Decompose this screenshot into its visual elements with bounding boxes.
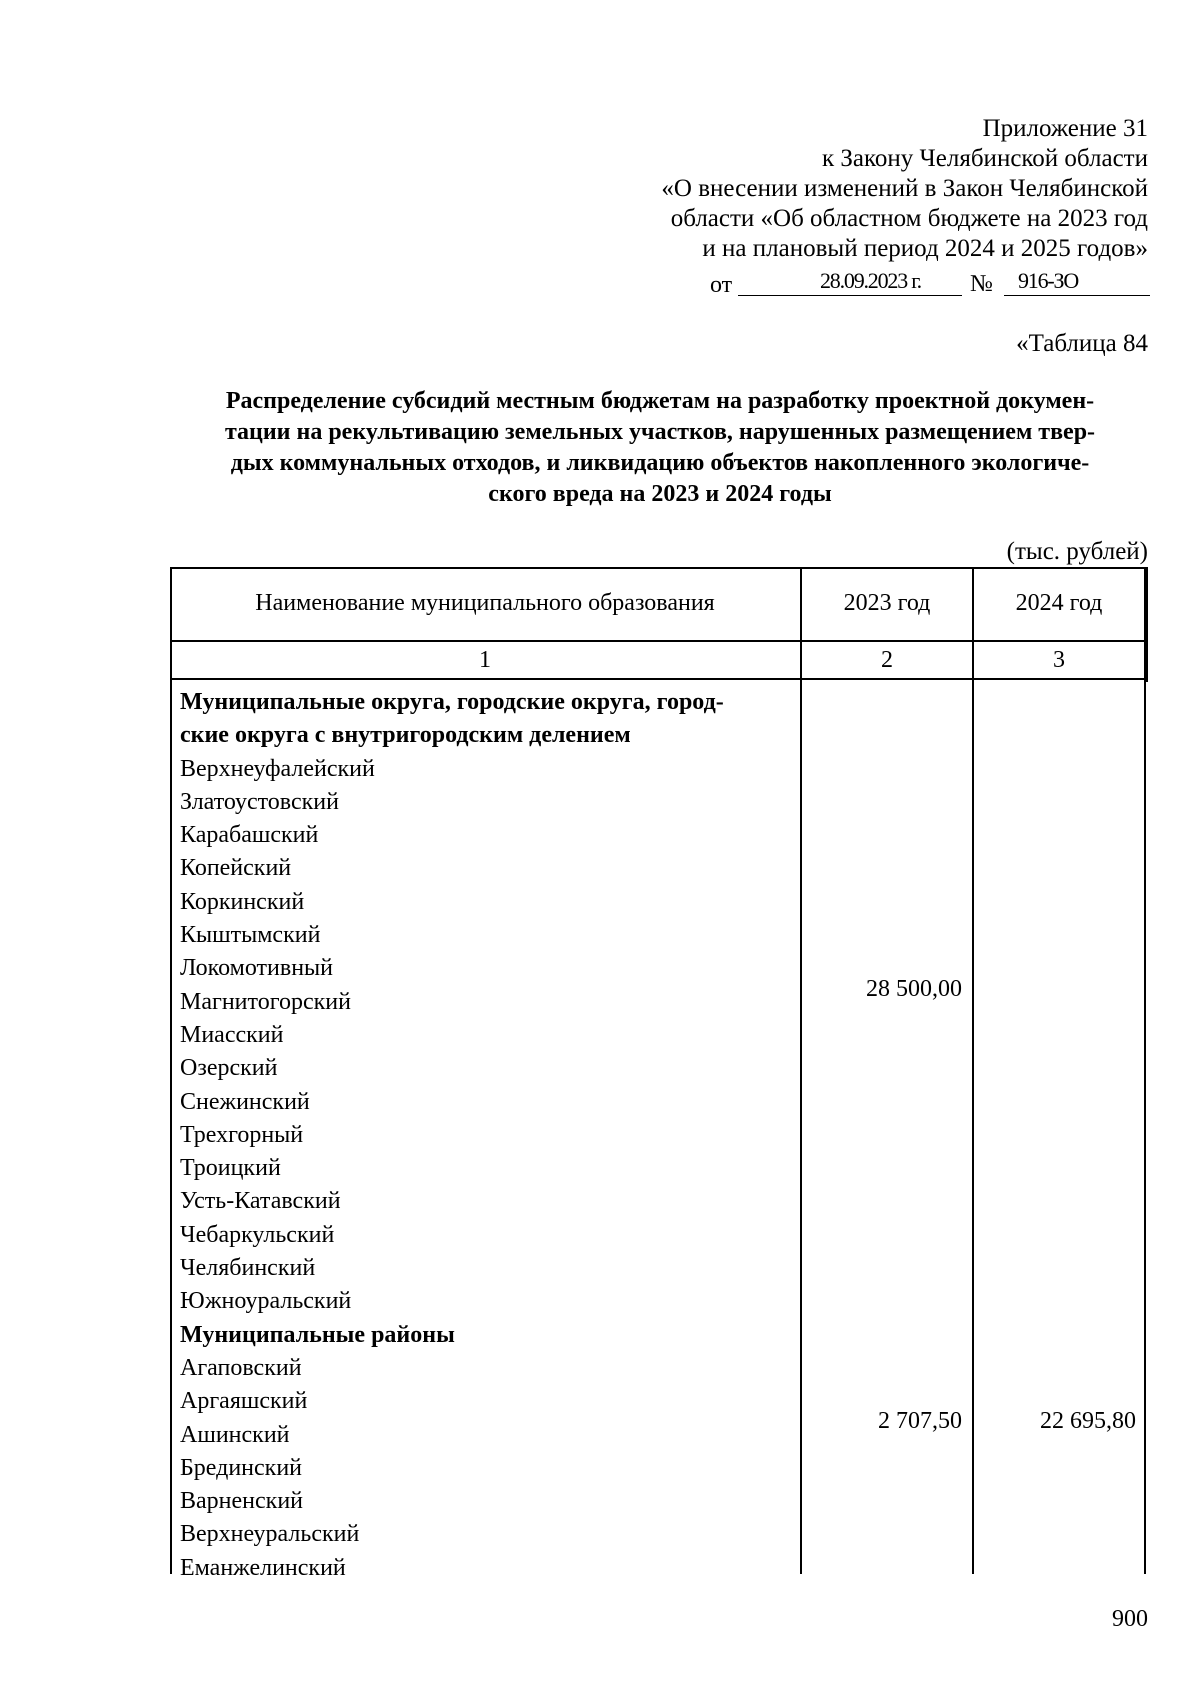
table-row: Ашинский — [180, 1421, 290, 1448]
table-right-border — [1144, 567, 1146, 1574]
table-row: Трехгорный — [180, 1121, 304, 1148]
value-rayony-2024: 22 695,80 — [1040, 1408, 1136, 1434]
table-row: Челябинский — [180, 1255, 316, 1282]
table-row: Усть-Катавский — [180, 1188, 341, 1215]
table-row: Коркинский — [180, 888, 305, 915]
table-row: Карабашский — [180, 822, 319, 849]
title-line: ского вреда на 2023 и 2024 годы — [488, 481, 832, 507]
table-row: Копейский — [180, 855, 292, 882]
table-row: Чебаркульский — [180, 1221, 335, 1248]
value-rayony-2023: 2 707,50 — [878, 1408, 962, 1434]
column-number-2: 2 — [881, 646, 893, 673]
table-row: Озерский — [180, 1055, 278, 1082]
subsidy-table — [170, 567, 1146, 1581]
title-line: тации на рекультивацию земельных участков, нарушенных размещением твер- — [224, 419, 1096, 445]
table-row: Верхнеуфалейский — [180, 755, 375, 782]
signature-line — [710, 268, 1150, 298]
title-line: дых коммунальных отходов, и ликвидацию объектов накопленного экологиче- — [230, 450, 1090, 476]
document-title — [180, 386, 1140, 510]
column-number-1: 1 — [479, 646, 491, 673]
table-row: Троицкий — [180, 1155, 281, 1182]
title-line: Распределение субсидий местным бюджетам на разработку проектной докумен- — [225, 388, 1095, 414]
appendix-line: области «Об областном бюджете на 2023 год — [670, 205, 1148, 232]
municipality-list — [180, 686, 800, 1585]
page-number: 900 — [1112, 1606, 1148, 1632]
table-row: Брединский — [180, 1454, 303, 1481]
appendix-line: и на плановый период 2024 и 2025 годов» — [702, 235, 1148, 262]
table-row: Кыштымский — [180, 922, 321, 949]
column-number-3: 3 — [1053, 646, 1065, 673]
table-group-heading: Муниципальные районы — [180, 1321, 455, 1348]
table-group-heading: ские округа с внутригородским делением — [180, 722, 631, 749]
number-label: № — [970, 271, 993, 297]
header-name: Наименование муниципального образования — [255, 590, 715, 616]
document-number: 916-ЗО — [1018, 268, 1079, 293]
table-row: Златоустовский — [180, 788, 339, 815]
appendix-line: к Закону Челябинской области — [822, 145, 1148, 172]
appendix-line: Приложение 31 — [982, 115, 1148, 142]
table-row: Миасский — [180, 1021, 284, 1048]
table-row: Магнитогорский — [180, 988, 351, 1015]
table-group-heading: Муниципальные округа, городские округа, город- — [180, 689, 724, 715]
table-row: Верхнеуральский — [180, 1521, 360, 1548]
table-row: Еманжелинский — [180, 1554, 346, 1581]
table-row: Снежинский — [180, 1088, 310, 1115]
table-row: Локомотивный — [180, 955, 334, 982]
table-row: Аргаяшский — [180, 1388, 308, 1415]
header-2023: 2023 год — [843, 590, 931, 616]
table-row: Варненский — [180, 1488, 303, 1515]
table-row: Агаповский — [180, 1354, 302, 1381]
from-label: от — [710, 272, 733, 298]
value-okruga-2023: 28 500,00 — [866, 976, 962, 1002]
document-date: 28.09.2023 г. — [820, 268, 921, 293]
header-2024: 2024 год — [1015, 590, 1103, 616]
units-label: (тыс. рублей) — [1006, 538, 1148, 565]
appendix-line: «О внесении изменений в Закон Челябинской — [661, 175, 1148, 202]
table-left-border — [170, 567, 172, 1574]
appendix-header — [661, 114, 1148, 264]
table-row: Южноуральский — [180, 1288, 352, 1315]
table-label: «Таблица 84 — [1016, 330, 1148, 357]
